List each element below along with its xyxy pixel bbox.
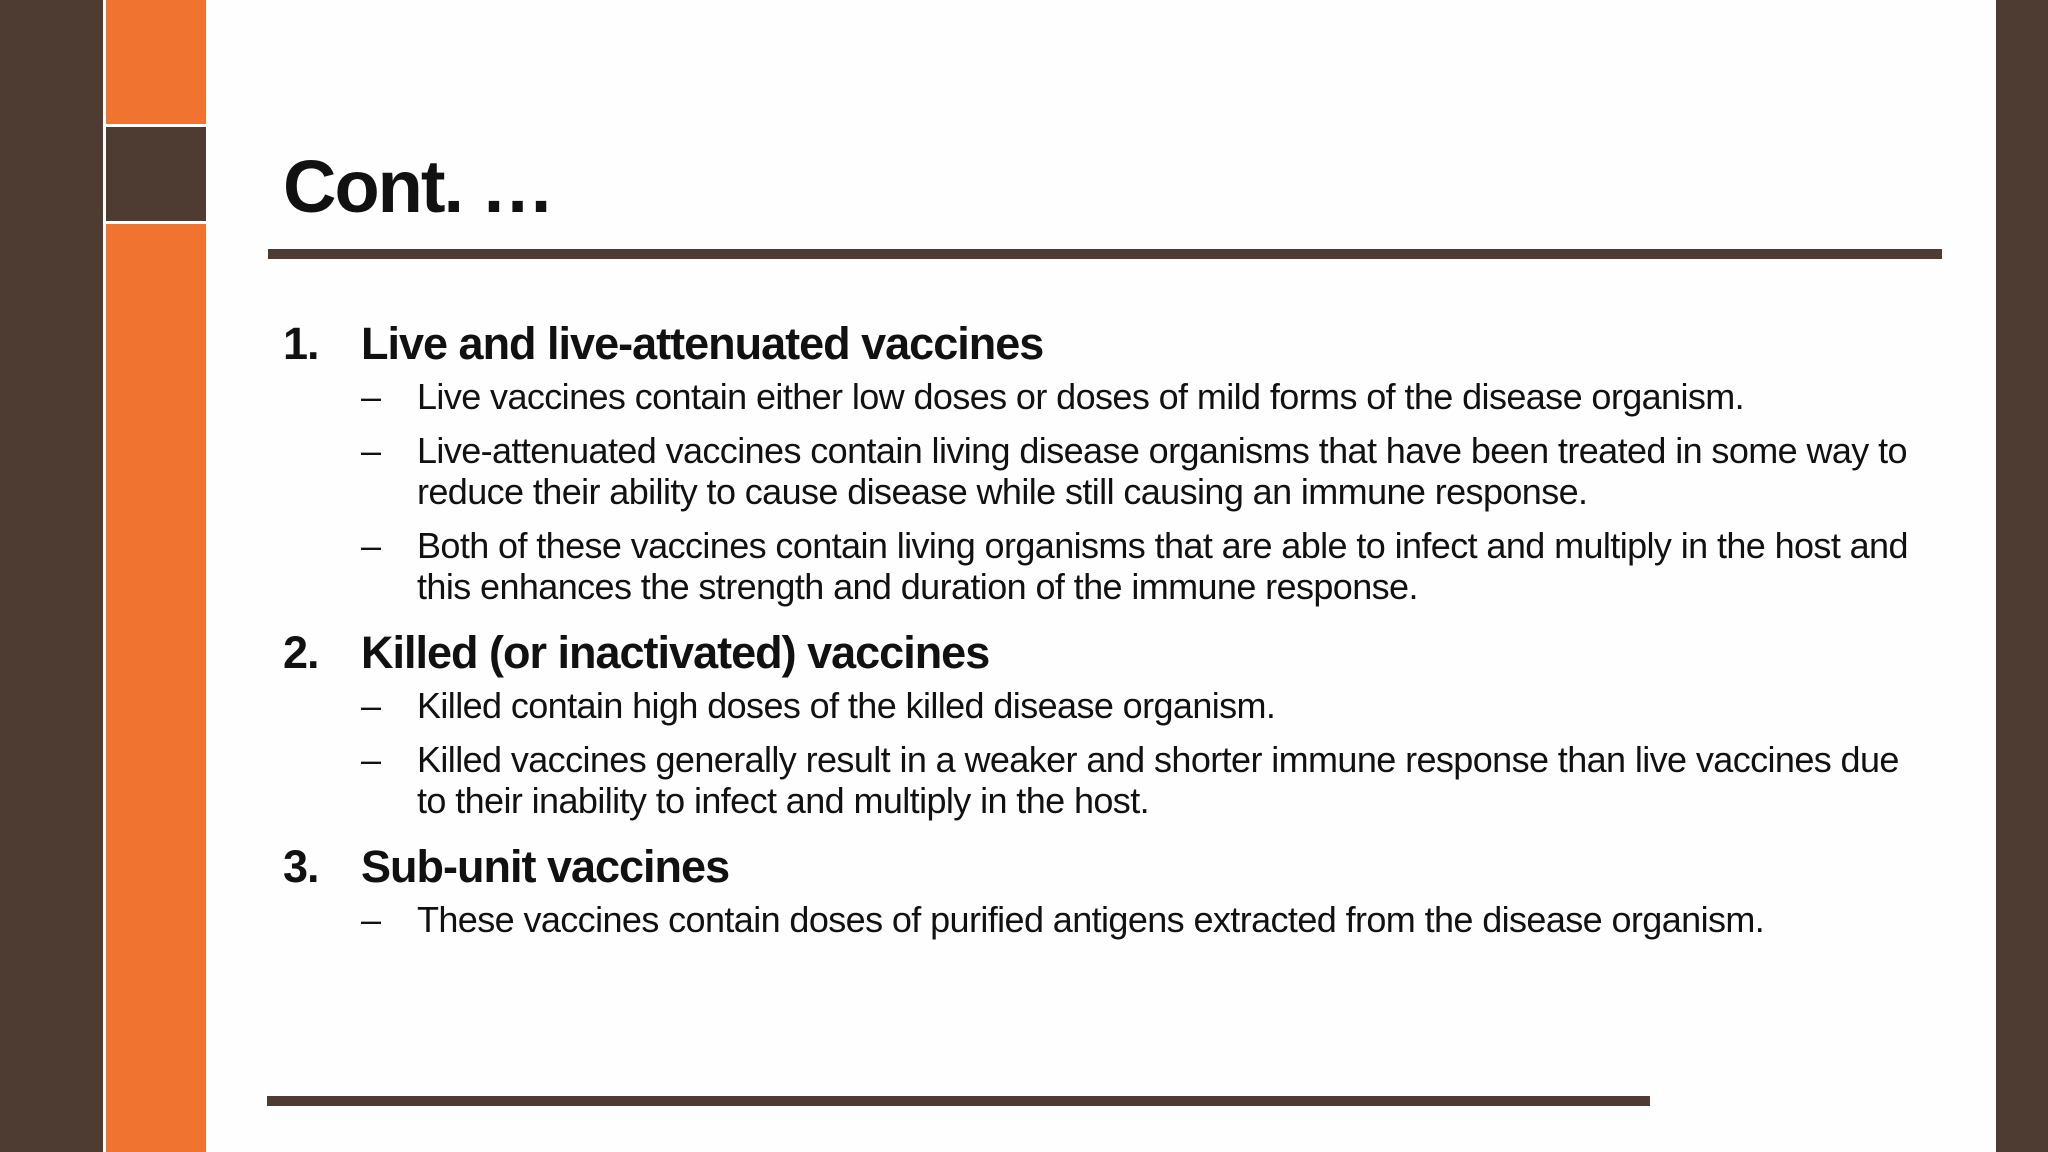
section-heading xyxy=(283,625,1933,681)
slide-title: Cont. … xyxy=(283,145,553,228)
bullet-text: Live vaccines contain either low doses or doses of mild forms of the disease organism. xyxy=(417,376,1745,417)
title-divider xyxy=(268,249,1942,259)
bullet-item xyxy=(361,430,1933,512)
section-title: Live and live-attenuated vaccines xyxy=(361,318,1044,369)
section-killed-vaccines xyxy=(283,625,1933,821)
bullet-text: Killed vaccines generally result in a weaker and shorter immune response than live vaccines due to their inability to infect and multiply in the host. xyxy=(417,739,1899,821)
slide-content xyxy=(283,316,1933,958)
bullet-list xyxy=(283,899,1933,940)
bullet-item xyxy=(361,739,1933,821)
bullet-item xyxy=(361,525,1933,607)
dash-marker: – xyxy=(361,739,381,780)
section-number: 3. xyxy=(283,841,319,892)
section-title: Sub-unit vaccines xyxy=(361,841,730,892)
section-subunit-vaccines xyxy=(283,839,1933,940)
accent-square xyxy=(106,124,206,224)
bullet-list xyxy=(283,685,1933,821)
bullet-list xyxy=(283,376,1933,607)
bullet-item xyxy=(361,685,1933,726)
bullet-item xyxy=(361,899,1933,940)
right-dark-bar xyxy=(1996,0,2048,1152)
dash-marker: – xyxy=(361,430,381,471)
bullet-item xyxy=(361,376,1933,417)
section-heading xyxy=(283,839,1933,895)
section-live-vaccines xyxy=(283,316,1933,607)
bullet-text: Killed contain high doses of the killed disease organism. xyxy=(417,685,1276,726)
dash-marker: – xyxy=(361,525,381,566)
section-number: 1. xyxy=(283,318,319,369)
dash-marker: – xyxy=(361,376,381,417)
footer-divider xyxy=(267,1096,1650,1106)
section-number: 2. xyxy=(283,627,319,678)
bullet-text: Both of these vaccines contain living organisms that are able to infect and multiply in the host and this enhances the strength and duration of the immune response. xyxy=(417,525,1908,607)
section-title: Killed (or inactivated) vaccines xyxy=(361,627,990,678)
section-heading xyxy=(283,316,1933,372)
left-dark-bar xyxy=(0,0,103,1152)
bullet-text: Live-attenuated vaccines contain living disease organisms that have been treated in some way to reduce their ability to cause disease while still causing an immune response. xyxy=(417,430,1907,512)
dash-marker: – xyxy=(361,899,381,940)
bullet-text: These vaccines contain doses of purified antigens extracted from the disease organism. xyxy=(417,899,1765,940)
dash-marker: – xyxy=(361,685,381,726)
